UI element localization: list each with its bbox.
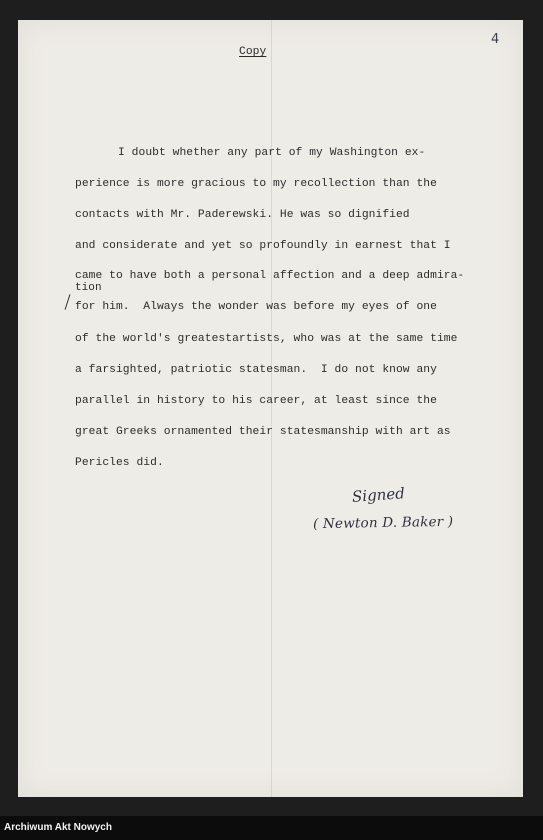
- body-line-5: came to have both a personal affection and a deep admira-: [75, 270, 465, 282]
- body-line-9: a farsighted, patriotic statesman. I do not know any: [75, 364, 437, 376]
- body-line-10: parallel in history to his career, at least since the: [75, 395, 437, 407]
- body-line-1: I doubt whether any part of my Washington ex-: [118, 147, 426, 159]
- body-line-4: and considerate and yet so profoundly in earnest that I: [75, 240, 451, 252]
- insertion-mark: [65, 294, 71, 310]
- body-line-8: of the world's greatestartists, who was at the same time: [75, 333, 458, 345]
- letter-page: [18, 20, 523, 797]
- copy-heading: Copy: [239, 46, 267, 58]
- signed-handwriting: Signed: [351, 484, 406, 506]
- signature: ( Newton D. Baker ): [312, 513, 454, 533]
- archive-label: Archiwum Akt Nowych: [4, 822, 112, 833]
- paper-fold-line: [271, 20, 272, 797]
- body-line-2: perience is more gracious to my recollection than the: [75, 178, 437, 190]
- page-number: 4: [491, 32, 500, 47]
- body-line-7: for him. Always the wonder was before my eyes of one: [75, 301, 437, 313]
- archive-caption-bar: [0, 816, 543, 840]
- body-line-12: Pericles did.: [75, 457, 164, 469]
- body-line-11: great Greeks ornamented their statesmanship with art as: [75, 426, 451, 438]
- body-line-3: contacts with Mr. Paderewski. He was so dignified: [75, 209, 410, 221]
- body-line-6: tion: [75, 282, 102, 294]
